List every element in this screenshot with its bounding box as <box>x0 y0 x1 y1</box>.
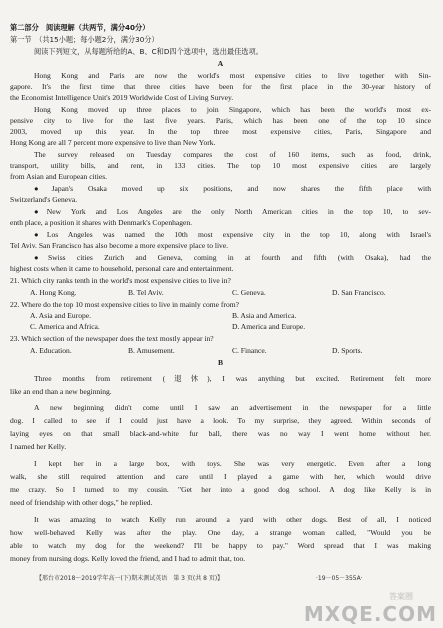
question-options <box>10 288 431 298</box>
passage-b-line: how well-behaved Kelly was after the play. One day, a strange woman called, "Would you be <box>10 528 431 537</box>
passage-a-line: Hong Kong moved up three places to join Singapore, which has been the world's most ex- <box>34 105 431 114</box>
option: D. America and Europe. <box>232 322 306 331</box>
passage-a-line: The survey released on Tuesday compares the cost of 160 items, such as food, drink, <box>34 150 431 159</box>
watermark-logo: MXQE.COM <box>303 602 437 626</box>
option: C. Geneva. <box>232 288 266 297</box>
passage-b-line: walk, she still required attention and care until I played a game with her, which would drive <box>10 472 431 481</box>
passage-b-line: Three months from retirement (退休), I was anything but excited. Retirement felt more <box>34 374 431 383</box>
exam-code: ·19－05－355A· <box>316 575 363 582</box>
passage-a-bullet: ●Japan's Osaka moved up six positions, and now shares the fifth place with <box>34 184 431 193</box>
option: B. Tel Aviv. <box>128 288 164 297</box>
passage-b-line: laying eyes on that small black-and-white fur ball, there was no way I went home without her. <box>10 429 431 438</box>
passage-b-line: able to watch my dog for the weekend? I'll be happy to pay." Word spread that I was making <box>10 541 431 550</box>
option: C. Finance. <box>232 346 267 355</box>
passage-a-line: from Asian and European cities. <box>10 172 108 181</box>
page-footer: 【邢台市2018～2019学年高一(下)期末测试英语 第 3 页(共 8 页)】 <box>36 575 224 582</box>
passage-a-line: enth place, a position it shares with Denmark's Copenhagen. <box>10 218 193 227</box>
passage-b-line: dog. I called to see if I could just have a look. To my surprise, they agreed. Within seconds of <box>10 416 431 425</box>
passage-b-label: B <box>217 358 224 367</box>
section-instruction: 阅读下列短文，从每题所给的A、B、C和D四个选项中，选出最佳选项。 <box>34 47 263 56</box>
section-subtitle: 第一节 （共15小题；每小题2分，满分30分） <box>10 35 159 44</box>
option: D. San Francisco. <box>332 288 386 297</box>
question-stem: 21. Which city ranks tenth in the world's most expensive cities to live in? <box>10 276 231 285</box>
question-options <box>10 311 431 321</box>
passage-a-line: Hong Kong are all 7 percent more expensive to live than New York. <box>10 138 216 147</box>
passage-b-line: like an end than a new beginning. <box>10 387 112 396</box>
section-title: 第二部分 阅读理解（共两节，满分40分） <box>10 23 150 32</box>
passage-a-bullet: ●Swiss cities Zurich and Geneva, coming in at fourth and fifth (with Osaka), had the <box>34 253 431 262</box>
passage-a-line: highest costs when it came to household, personal care and entertainment. <box>10 264 234 273</box>
option: B. Amusement. <box>128 346 175 355</box>
option: A. Education. <box>30 346 72 355</box>
watermark-small: 答案圈 <box>389 592 413 601</box>
option: A. Hong Kong. <box>30 288 77 297</box>
passage-a-line: gapore. It's the first time that three cities have been for the first place in the 30-year history of <box>10 82 431 91</box>
passage-a-line: Tel Aviv. San Francisco has also become a more expensive place to live. <box>10 241 229 250</box>
option: D. Sports. <box>332 346 363 355</box>
option: A. Asia and Europe. <box>30 311 91 320</box>
passage-a-label: A <box>217 59 224 68</box>
passage-b-line: I named her Kelly. <box>10 442 67 451</box>
passage-a-line: the Economist Intelligence Unit's 2019 Worldwide Cost of Living Survey. <box>10 93 234 102</box>
passage-a-line: Switzerland's Geneva. <box>10 195 78 204</box>
passage-b-line: A new beginning didn't come until I saw an advertisement in the newspaper for a little <box>34 403 431 412</box>
passage-b-line: need of friendship with other dogs," he replied. <box>10 498 153 507</box>
passage-a-line: pensive city to live for the last five years. Paris, which has been one of the top 10 since <box>10 116 431 125</box>
passage-a-line: Hong Kong and Paris are now the world's most expensive cities to live together with Sin- <box>34 71 431 80</box>
passage-a-line: 2003, moved up this year. In the top three most expensive cities, Paris, Singapore and <box>10 127 431 136</box>
option: C. America and Africa. <box>30 322 100 331</box>
option: B. Asia and America. <box>232 311 297 320</box>
passage-b-line: me crazy. So I turned to my cousin. "Get her into a good dog school. A dog like Kelly is in <box>10 485 431 494</box>
passage-b-line: I kept her in a large box, with toys. She was very energetic. Even after a long <box>34 459 431 468</box>
question-options <box>10 322 431 332</box>
passage-b-line: money from nursing dogs. Kelly loved the friend, and I had to admit that, too. <box>10 554 246 563</box>
passage-b-line: It was amazing to watch Kelly run around a yard with other dogs. Best of all, I noticed <box>34 515 431 524</box>
passage-a-bullet: ●Los Angeles was named the 10th most expensive city in the top 10, along with Israel's <box>34 230 431 239</box>
question-options <box>10 346 431 356</box>
passage-a-line: transport, utility bills, and rent, in 133 cities. The top 10 most expensive cities are largely <box>10 161 431 170</box>
passage-a-bullet: ●New York and Los Angeles are the only North American cities in the top 10, to sev- <box>34 207 431 216</box>
question-stem: 22. Where do the top 10 most expensive cities to live in mainly come from? <box>10 300 239 309</box>
question-stem: 23. Which section of the newspaper does the text mostly appear in? <box>10 334 214 343</box>
